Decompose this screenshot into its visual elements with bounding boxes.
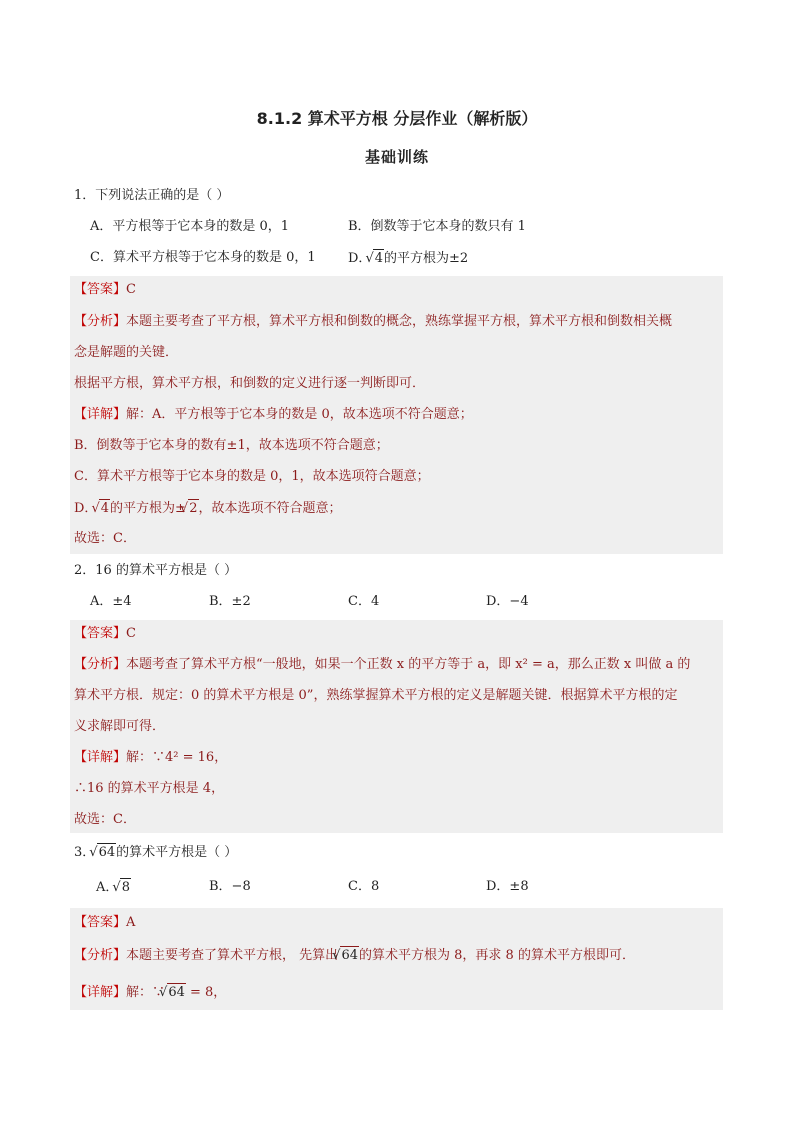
q2-answer: 【答案】C [74, 626, 136, 641]
q1-option-b: B．倒数等于它本身的数只有 1 [348, 219, 526, 234]
q3-stem: 3．√ 64的算术平方根是（ ） [74, 843, 237, 862]
q3-option-c: C．8 [348, 879, 380, 894]
q1-choice: 故选：C． [74, 531, 136, 546]
q1-detail-c: C．算术平方根等于它本身的数是 0，1，故本选项符合题意； [74, 469, 430, 484]
q1-option-a: A．平方根等于它本身的数是 0，1 [90, 219, 290, 234]
q3-detail: 【详解】解：∵√ 64 = 8， [74, 983, 226, 1002]
q2-solution-box [70, 620, 723, 833]
q1-analysis: 【分析】本题主要考查了平方根，算术平方根和倒数的概念，熟练掌握平方根，算术平方根和倒数相关概 [74, 314, 673, 329]
q1-analysis-cont: 念是解题的关键． [74, 345, 179, 360]
q1-option-c: C．算术平方根等于它本身的数是 0，1 [90, 250, 316, 265]
q1-stem: 1．下列说法正确的是（ ） [74, 188, 230, 203]
q1-detail-b: B．倒数等于它本身的数有±1，故本选项不符合题意； [74, 438, 389, 453]
q2-analysis: 【分析】本题考查了算术平方根“一般地，如果一个正数 x 的平方等于 a，即 x² = a，那么正数 x 叫做 a 的 [74, 657, 691, 672]
section-subtitle: 基础训练 [364, 148, 429, 166]
page-title: 8.1.2 算术平方根 分层作业（解析版） [256, 109, 538, 128]
q1-detail-d: D．√ 4的平方根为±√ 2，故本选项不符合题意； [74, 499, 342, 518]
q2-stem: 2．16 的算术平方根是（ ） [74, 563, 238, 578]
q3-option-d: D．±8 [486, 879, 529, 894]
q3-answer: 【答案】A [74, 915, 136, 930]
q2-analysis-end: 义求解即可得． [74, 719, 166, 734]
q3-option-a: A．√ 8 [96, 878, 131, 897]
q1-analysis-method: 根据平方根，算术平方根，和倒数的定义进行逐一判断即可． [74, 376, 426, 391]
q2-choice: 故选：C． [74, 812, 136, 827]
q2-analysis-cont: 算术平方根．规定：0 的算术平方根是 0”，熟练掌握算术平方根的定义是解题关键．根据算术平方根的定 [74, 688, 678, 703]
q2-detail-therefore: ∴16 的算术平方根是 4， [74, 781, 225, 796]
q2-option-a: A．±4 [90, 594, 132, 609]
q3-analysis: 【分析】本题主要考查了算术平方根， 先算出√ 64的算术平方根为 8，再求 8 的算术平方根即可． [74, 946, 635, 965]
q2-option-c: C．4 [348, 594, 380, 609]
q2-option-d: D．−4 [486, 594, 529, 609]
q2-detail: 【详解】解：∵4² = 16， [74, 750, 228, 765]
q2-option-b: B．±2 [209, 594, 251, 609]
q3-option-b: B．−8 [209, 879, 251, 894]
q1-option-d: D．√ 4的平方根为±2 [348, 249, 468, 268]
q1-detail: 【详解】解：A．平方根等于它本身的数是 0，故本选项不符合题意； [74, 407, 473, 422]
q1-answer: 【答案】C [74, 282, 136, 297]
